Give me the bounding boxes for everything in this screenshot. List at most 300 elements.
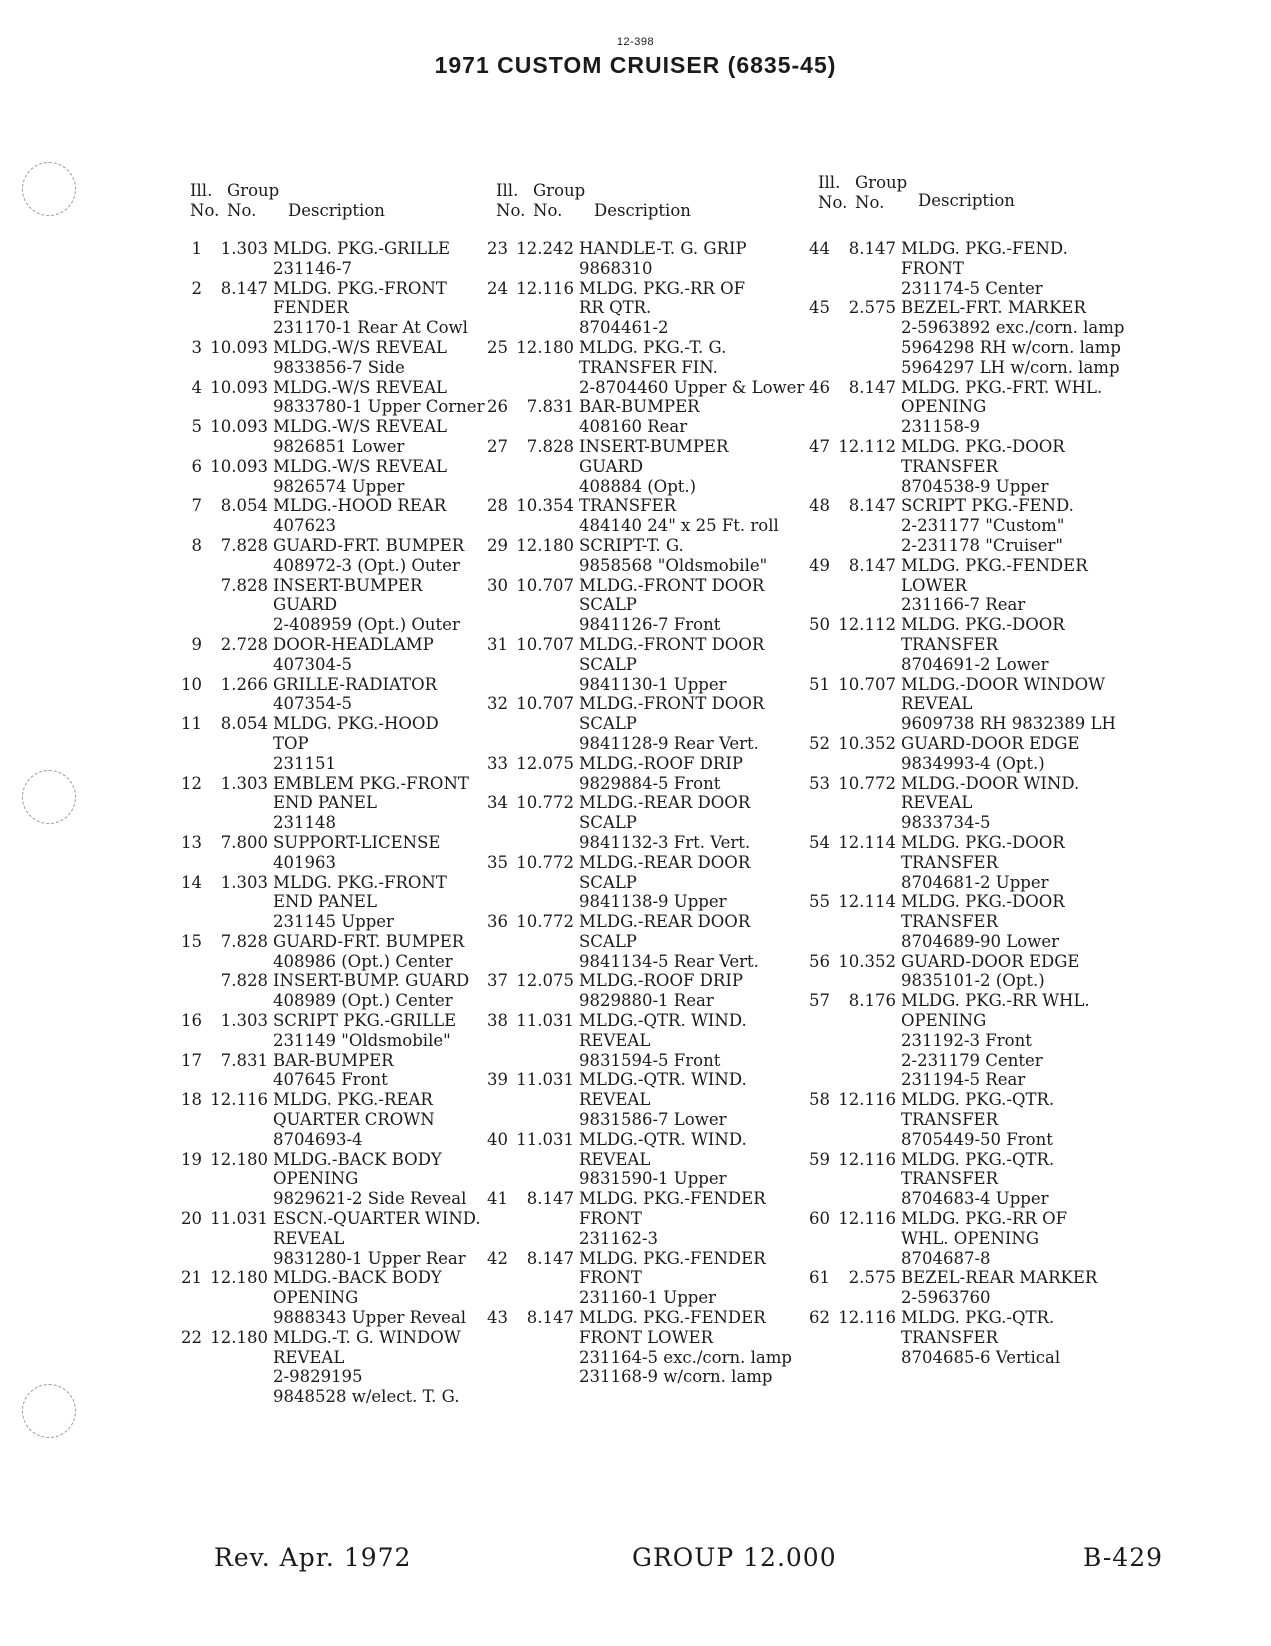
group-number: 12.114: [838, 892, 896, 912]
parts-list-item: [170, 1268, 500, 1327]
group-number: 12.112: [838, 436, 896, 456]
parts-list-item: [476, 754, 806, 794]
parts-list-item: [170, 1090, 500, 1149]
part-description: MLDG.-QTR. WIND.: [579, 1129, 747, 1149]
parts-list-item: [798, 991, 1128, 1090]
parts-list-item: [798, 1150, 1128, 1209]
part-number-line: 2-5963892 exc./corn. lamp: [901, 318, 1125, 338]
group-number: 7.828: [526, 436, 574, 456]
group-number: 2.728: [220, 634, 268, 654]
page-number-top: 12-398: [616, 36, 655, 48]
ill-no-label-2: No.: [190, 201, 220, 220]
part-number-line: TRANSFER: [901, 852, 999, 872]
part-description: MLDG. PKG.-FENDER: [579, 1189, 766, 1209]
part-description: TRANSFER: [579, 496, 677, 516]
part-description: MLDG.-W/S REVEAL: [273, 377, 447, 397]
part-number-line: 9841126-7 Front: [579, 615, 721, 635]
group-number: 1.303: [220, 872, 268, 892]
group-number: 11.031: [516, 1011, 574, 1031]
part-number-line: 9834993-4 (Opt.): [901, 753, 1045, 773]
parts-list-item: [798, 496, 1128, 555]
group-number: 8.147: [526, 1308, 574, 1328]
ill-no-label-2: No.: [496, 201, 526, 220]
group-number: 8.147: [220, 278, 268, 298]
illustration-number: 53: [809, 773, 830, 793]
illustration-number: 61: [809, 1268, 830, 1288]
part-description: MLDG.-REAR DOOR: [579, 793, 751, 813]
part-number-line: OPENING: [901, 397, 987, 417]
part-number-line: TRANSFER: [901, 912, 999, 932]
part-number-line: OPENING: [273, 1169, 359, 1189]
part-number-line: 231194-5 Rear: [901, 1070, 1026, 1090]
part-number-line: 231192-3 Front: [901, 1030, 1032, 1050]
group-number: 12.114: [838, 832, 896, 852]
part-description: MLDG.-W/S REVEAL: [273, 456, 447, 476]
parts-column-1: [170, 181, 500, 1407]
parts-list-item: [170, 239, 500, 279]
group-number: 8.147: [848, 377, 896, 397]
parts-list-item: [170, 417, 500, 457]
group-number: 10.352: [838, 733, 896, 753]
illustration-number: 29: [487, 535, 508, 555]
group-number: 7.828: [220, 575, 268, 595]
group-number: 7.828: [220, 931, 268, 951]
part-number-line: 9841134-5 Rear Vert.: [579, 951, 759, 971]
illustration-number: 47: [809, 436, 830, 456]
part-description: INSERT-BUMPER: [273, 575, 423, 595]
part-number-line: 231146-7: [273, 258, 353, 278]
part-number-line: TRANSFER: [901, 1110, 999, 1130]
part-number-line: 9831590-1 Upper: [579, 1169, 727, 1189]
parts-list-item: [476, 853, 806, 912]
group-number: 12.180: [210, 1149, 268, 1169]
part-number-line: 231145 Upper: [273, 912, 394, 932]
parts-list-item: [798, 378, 1128, 437]
group-number: 12.116: [838, 1149, 896, 1169]
part-description: MLDG.-FRONT DOOR: [579, 575, 765, 595]
column-header: [798, 173, 1128, 225]
parts-list-item: [798, 833, 1128, 892]
parts-list-item: [170, 932, 500, 972]
part-description: MLDG. PKG.-HOOD: [273, 714, 439, 734]
illustration-number: 48: [809, 496, 830, 516]
parts-list-item: [476, 1011, 806, 1070]
part-number-line: 9826851 Lower: [273, 436, 405, 456]
parts-list-item: [170, 675, 500, 715]
parts-list-item: [476, 536, 806, 576]
illustration-number: 6: [191, 456, 202, 476]
illustration-number: 16: [181, 1011, 202, 1031]
illustration-number: 60: [809, 1209, 830, 1229]
part-number-line: 2-8704460 Upper & Lower: [579, 377, 805, 397]
part-number-line: 231168-9 w/corn. lamp: [579, 1367, 773, 1387]
binder-hole-middle: [22, 770, 76, 824]
group-number: 12.116: [838, 1308, 896, 1328]
parts-list-item: [170, 1051, 500, 1091]
part-description: MLDG. PKG.-FRONT: [273, 278, 447, 298]
part-number-line: 9841128-9 Rear Vert.: [579, 733, 759, 753]
illustration-number: 4: [191, 377, 202, 397]
part-number-line: 8704683-4 Upper: [901, 1189, 1049, 1209]
parts-list-item: [476, 635, 806, 694]
part-number-line: 2-231178 "Cruiser": [901, 535, 1064, 555]
illustration-number: 32: [487, 694, 508, 714]
part-description: BAR-BUMPER: [273, 1050, 394, 1070]
illustration-number: 45: [809, 298, 830, 318]
illustration-number: 17: [181, 1050, 202, 1070]
parts-list-item: [798, 437, 1128, 496]
part-number-line: END PANEL: [273, 793, 377, 813]
group-number: 8.054: [220, 496, 268, 516]
illustration-number: 50: [809, 615, 830, 635]
part-number-line: 9826574 Upper: [273, 476, 405, 496]
illustration-number: 54: [809, 832, 830, 852]
parts-list-item: [798, 892, 1128, 951]
parts-list-item: [476, 338, 806, 397]
parts-list-item: [170, 378, 500, 418]
part-number-line: RR QTR.: [579, 298, 652, 318]
part-number-line: TRANSFER: [901, 1169, 999, 1189]
part-number-line: FRONT: [579, 1268, 642, 1288]
binder-hole-top: [22, 162, 76, 216]
part-number-line: REVEAL: [579, 1030, 651, 1050]
group-number: 11.031: [516, 1129, 574, 1149]
parts-list-item: [798, 298, 1128, 377]
part-description: GUARD-FRT. BUMPER: [273, 535, 465, 555]
part-number-line: OPENING: [901, 1011, 987, 1031]
part-number-line: 9831280-1 Upper Rear: [273, 1248, 466, 1268]
parts-list-item: [170, 1150, 500, 1209]
column-header: [476, 181, 806, 225]
footer-revision: Rev. Apr. 1972: [214, 1543, 412, 1572]
part-number-line: 407623: [273, 516, 336, 536]
part-description: MLDG. PKG.-QTR.: [901, 1149, 1055, 1169]
group-number: 10.354: [516, 496, 574, 516]
illustration-number: 43: [487, 1308, 508, 1328]
group-number: 1.303: [220, 1011, 268, 1031]
part-description: MLDG.-QTR. WIND.: [579, 1070, 747, 1090]
group-number: 10.707: [516, 575, 574, 595]
part-number-line: 9841132-3 Frt. Vert.: [579, 832, 751, 852]
parts-column-2: [476, 181, 806, 1387]
part-number-line: 408989 (Opt.) Center: [273, 991, 453, 1011]
group-number: 10.707: [838, 674, 896, 694]
part-number-line: 9833734-5: [901, 813, 991, 833]
part-description: MLDG.-BACK BODY: [273, 1149, 442, 1169]
group-number: 7.828: [220, 971, 268, 991]
part-number-line: 407645 Front: [273, 1070, 388, 1090]
parts-list-item: [798, 1090, 1128, 1149]
part-description: MLDG.-QTR. WIND.: [579, 1011, 747, 1031]
parts-list-item: [170, 833, 500, 873]
illustration-number: 26: [487, 397, 508, 417]
group-number: 10.772: [516, 793, 574, 813]
parts-list-item: [476, 239, 806, 279]
group-number: 8.147: [848, 239, 896, 258]
parts-list-item: [170, 496, 500, 536]
group-number: 12.180: [210, 1268, 268, 1288]
part-description: MLDG. PKG.-DOOR: [901, 436, 1065, 456]
part-number-line: 231162-3: [579, 1228, 659, 1248]
parts-list-item: [170, 338, 500, 378]
parts-list-item: [170, 774, 500, 833]
part-number-line: REVEAL: [579, 1090, 651, 1110]
parts-list-item: [798, 1209, 1128, 1268]
group-no-label-1: Group: [227, 181, 280, 200]
group-number: 12.116: [516, 278, 574, 298]
part-number-line: 408986 (Opt.) Center: [273, 951, 453, 971]
part-number-line: 407304-5: [273, 654, 353, 674]
description-label: Description: [918, 191, 1015, 210]
part-number-line: TRANSFER FIN.: [579, 357, 718, 377]
part-number-line: SCALP: [579, 813, 637, 833]
group-number: 12.075: [516, 971, 574, 991]
part-number-line: 231164-5 exc./corn. lamp: [579, 1347, 792, 1367]
part-number-line: 2-231179 Center: [901, 1050, 1043, 1070]
illustration-number: 10: [181, 674, 202, 694]
part-number-line: 484140 24" x 25 Ft. roll: [579, 516, 779, 536]
illustration-number: 55: [809, 892, 830, 912]
group-number: 8.147: [526, 1189, 574, 1209]
part-number-line: 2-408959 (Opt.) Outer: [273, 615, 460, 635]
part-description: MLDG.-W/S REVEAL: [273, 337, 447, 357]
illustration-number: 31: [487, 634, 508, 654]
footer-group: GROUP 12.000: [632, 1543, 837, 1572]
part-number-line: 9841138-9 Upper: [579, 892, 727, 912]
illustration-number: 1: [191, 239, 202, 258]
part-number-line: 9833780-1 Upper Corner: [273, 397, 485, 417]
group-number: 10.772: [516, 912, 574, 932]
group-number: 7.831: [220, 1050, 268, 1070]
parts-list-item: [170, 457, 500, 497]
illustration-number: 40: [487, 1129, 508, 1149]
part-number-line: 401963: [273, 852, 336, 872]
parts-list-item: [798, 734, 1128, 774]
illustration-number: 37: [487, 971, 508, 991]
part-number-line: 408972-3 (Opt.) Outer: [273, 555, 460, 575]
group-number: 10.772: [516, 852, 574, 872]
group-number: 12.116: [838, 1090, 896, 1110]
part-number-line: 231160-1 Upper: [579, 1288, 716, 1308]
part-number-line: 9833856-7 Side: [273, 357, 405, 377]
group-no-label-2: No.: [855, 193, 885, 212]
illustration-number: 8: [191, 535, 202, 555]
part-number-line: 9829880-1 Rear: [579, 991, 714, 1011]
part-description: MLDG. PKG.-RR OF: [579, 278, 746, 298]
part-number-line: 2-231177 "Custom": [901, 516, 1065, 536]
part-description: EMBLEM PKG.-FRONT: [273, 773, 469, 793]
column-entries: [476, 239, 806, 1387]
part-description: MLDG. PKG.-FENDER: [901, 555, 1088, 575]
group-number: 12.180: [516, 337, 574, 357]
illustration-number: 22: [181, 1327, 202, 1347]
illustration-number: 21: [181, 1268, 202, 1288]
group-number: 12.180: [210, 1327, 268, 1347]
group-number: 8.054: [220, 714, 268, 734]
illustration-number: 12: [181, 773, 202, 793]
illustration-number: 33: [487, 753, 508, 773]
part-number-line: TOP: [273, 733, 309, 753]
illustration-number: 25: [487, 337, 508, 357]
group-number: 7.828: [220, 535, 268, 555]
illustration-number: 56: [809, 951, 830, 971]
part-description: MLDG.-T. G. WINDOW: [273, 1327, 461, 1347]
group-number: 8.147: [848, 555, 896, 575]
part-number-line: 9831594-5 Front: [579, 1050, 721, 1070]
illustration-number: 11: [181, 714, 202, 734]
group-number: 12.116: [838, 1209, 896, 1229]
part-number-line: 9609738 RH 9832389 LH: [901, 714, 1116, 734]
illustration-number: 51: [809, 674, 830, 694]
part-description: GRILLE-RADIATOR: [273, 674, 438, 694]
part-description: MLDG.-ROOF DRIP: [579, 971, 743, 991]
illustration-number: 41: [487, 1189, 508, 1209]
part-description: MLDG. PKG.-DOOR: [901, 892, 1065, 912]
illustration-number: 18: [181, 1090, 202, 1110]
illustration-number: 38: [487, 1011, 508, 1031]
illustration-number: 39: [487, 1070, 508, 1090]
part-description: INSERT-BUMP. GUARD: [273, 971, 470, 991]
parts-list-item: [476, 1130, 806, 1189]
group-number: 2.575: [848, 1268, 896, 1288]
part-description: SCRIPT PKG.-FEND.: [901, 496, 1074, 516]
illustration-number: 62: [809, 1308, 830, 1328]
part-description: MLDG.-W/S REVEAL: [273, 417, 447, 437]
illustration-number: 9: [191, 634, 202, 654]
illustration-number: 30: [487, 575, 508, 595]
illustration-number: 20: [181, 1209, 202, 1229]
parts-list-item: [798, 675, 1128, 734]
part-description: MLDG.-DOOR WIND.: [901, 773, 1080, 793]
group-number: 7.800: [220, 832, 268, 852]
parts-list-item: [476, 1189, 806, 1248]
part-number-line: 231149 "Oldsmobile": [273, 1030, 451, 1050]
group-number: 10.352: [838, 951, 896, 971]
description-label: Description: [288, 201, 385, 220]
part-description: MLDG. PKG.-QTR.: [901, 1090, 1055, 1110]
part-number-line: REVEAL: [579, 1149, 651, 1169]
group-number: 7.831: [526, 397, 574, 417]
parts-list-item: [798, 1308, 1128, 1367]
part-number-line: TRANSFER: [901, 634, 999, 654]
part-description: MLDG.-BACK BODY: [273, 1268, 442, 1288]
group-number: 12.075: [516, 753, 574, 773]
part-number-line: 9848528 w/elect. T. G.: [273, 1387, 460, 1407]
part-description: ESCN.-QUARTER WIND.: [273, 1209, 481, 1229]
part-number-line: REVEAL: [901, 694, 973, 714]
parts-list-item: [170, 635, 500, 675]
group-no-label-1: Group: [533, 181, 586, 200]
part-number-line: 231158-9: [901, 417, 981, 437]
part-number-line: 8704461-2: [579, 318, 669, 338]
parts-list-item: [170, 576, 500, 635]
parts-list-item: [798, 239, 1128, 298]
illustration-number: 27: [487, 436, 508, 456]
part-description: MLDG.-DOOR WINDOW: [901, 674, 1106, 694]
part-number-line: 9868310: [579, 258, 653, 278]
illustration-number: 58: [809, 1090, 830, 1110]
part-number-line: FENDER: [273, 298, 349, 318]
group-no-label-1: Group: [855, 173, 908, 192]
illustration-number: 49: [809, 555, 830, 575]
group-number: 10.093: [210, 337, 268, 357]
group-number: 10.707: [516, 634, 574, 654]
part-description: MLDG.-REAR DOOR: [579, 912, 751, 932]
part-description: SCRIPT PKG.-GRILLE: [273, 1011, 457, 1031]
group-number: 11.031: [516, 1070, 574, 1090]
part-description: MLDG. PKG.-FRT. WHL.: [901, 377, 1103, 397]
group-number: 8.176: [848, 991, 896, 1011]
parts-list-item: [798, 556, 1128, 615]
illustration-number: 46: [809, 377, 830, 397]
part-description: MLDG.-FRONT DOOR: [579, 634, 765, 654]
part-description: GUARD-DOOR EDGE: [901, 733, 1080, 753]
part-number-line: 407354-5: [273, 694, 353, 714]
part-description: MLDG. PKG.-GRILLE: [273, 239, 451, 258]
parts-list-item: [170, 714, 500, 773]
part-number-line: 2-5963760: [901, 1288, 991, 1308]
footer-page-id: B-429: [1083, 1543, 1163, 1572]
group-number: 11.031: [210, 1209, 268, 1229]
part-number-line: REVEAL: [901, 793, 973, 813]
part-description: MLDG.-REAR DOOR: [579, 852, 751, 872]
part-description: MLDG.-FRONT DOOR: [579, 694, 765, 714]
illustration-number: 5: [191, 417, 202, 437]
illustration-number: 52: [809, 733, 830, 753]
part-description: MLDG. PKG.-DOOR: [901, 615, 1065, 635]
part-number-line: 9858568 "Oldsmobile": [579, 555, 768, 575]
ill-no-label-1: Ill.: [818, 173, 841, 192]
part-number-line: LOWER: [901, 575, 967, 595]
group-number: 1.266: [220, 674, 268, 694]
part-number-line: 408160 Rear: [579, 417, 688, 437]
parts-column-3: [798, 173, 1128, 1367]
part-number-line: GUARD: [273, 595, 338, 615]
parts-list-item: [476, 496, 806, 536]
parts-list-item: [798, 774, 1128, 833]
parts-list-item: [476, 397, 806, 437]
part-number-line: 8704687-8: [901, 1248, 991, 1268]
part-number-line: 8705449-50 Front: [901, 1129, 1053, 1149]
part-number-line: 231148: [273, 813, 336, 833]
binder-hole-bottom: [22, 1384, 76, 1438]
part-description: GUARD-FRT. BUMPER: [273, 931, 465, 951]
ill-no-label-1: Ill.: [496, 181, 519, 200]
parts-list-item: [170, 536, 500, 576]
part-number-line: SCALP: [579, 714, 637, 734]
part-description: MLDG. PKG.-RR OF: [901, 1209, 1068, 1229]
part-number-line: WHL. OPENING: [901, 1228, 1040, 1248]
part-number-line: 9888343 Upper Reveal: [273, 1308, 467, 1328]
part-number-line: 8704693-4: [273, 1129, 363, 1149]
illustration-number: 2: [191, 278, 202, 298]
parts-list-item: [476, 1308, 806, 1387]
part-description: BEZEL-FRT. MARKER: [901, 298, 1086, 318]
group-number: 1.303: [220, 239, 268, 258]
parts-list-item: [170, 1209, 500, 1268]
illustration-number: 23: [487, 239, 508, 258]
parts-list-item: [476, 1249, 806, 1308]
part-number-line: 8704685-6 Vertical: [901, 1347, 1061, 1367]
parts-list-item: [170, 1328, 500, 1407]
part-description: BAR-BUMPER: [579, 397, 700, 417]
part-number-line: QUARTER CROWN: [273, 1110, 435, 1130]
part-number-line: 231151: [273, 753, 336, 773]
part-description: MLDG.-ROOF DRIP: [579, 753, 743, 773]
illustration-number: 36: [487, 912, 508, 932]
part-number-line: SCALP: [579, 872, 637, 892]
parts-list-item: [798, 952, 1128, 992]
